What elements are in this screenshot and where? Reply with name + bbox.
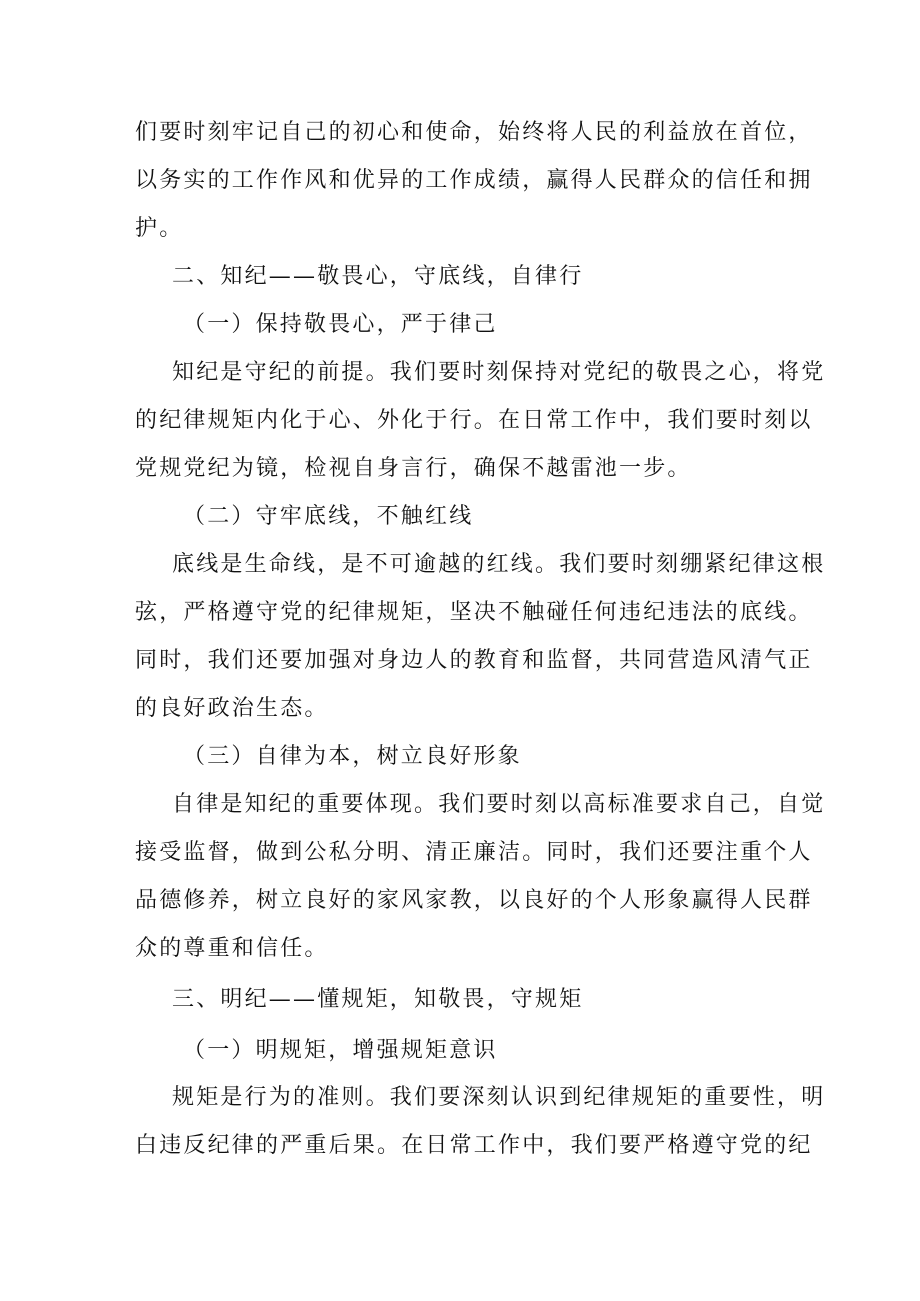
subsection-heading: （三）自律为本，树立良好形象 — [183, 744, 522, 769]
subsection-heading: （一）保持敬畏心，严于律己 — [183, 312, 498, 337]
text-line: 护。 — [135, 216, 184, 241]
text-line: 的良好政治生态。 — [135, 696, 329, 721]
text-line: 白违反纪律的严重后果。在日常工作中，我们要严格遵守党的纪 — [135, 1133, 813, 1158]
subsection-heading: （一）明规矩，增强规矩意识 — [183, 1038, 498, 1063]
text-line: 接受监督，做到公私分明、清正廉洁。同时，我们还要注重个人 — [135, 840, 813, 865]
text-line: 的纪律规矩内化于心、外化于行。在日常工作中，我们要时刻以 — [135, 408, 813, 433]
text-line: 规矩是行为的准则。我们要深刻认识到纪律规矩的重要性，明 — [172, 1085, 826, 1110]
subsection-heading: （二）守牢底线，不触红线 — [183, 504, 474, 529]
text-line: 底线是生命线，是不可逾越的红线。我们要时刻绷紧纪律这根 — [172, 552, 826, 577]
text-line: 以务实的工作作风和优异的工作成绩，赢得人民群众的信任和拥 — [135, 168, 813, 193]
section-heading: 三、明纪——懂规矩，知敬畏，守规矩 — [172, 987, 584, 1012]
section-heading: 二、知纪——敬畏心，守底线，自律行 — [172, 264, 584, 289]
text-line: 品德修养，树立良好的家风家教，以良好的个人形象赢得人民群 — [135, 888, 813, 913]
text-line: 们要时刻牢记自己的初心和使命，始终将人民的利益放在首位， — [135, 120, 813, 145]
text-line: 同时，我们还要加强对身边人的教育和监督，共同营造风清气正 — [135, 648, 813, 673]
text-line: 党规党纪为镜，检视自身言行，确保不越雷池一步。 — [135, 456, 692, 481]
text-line: 众的尊重和信任。 — [135, 936, 329, 961]
text-line: 自律是知纪的重要体现。我们要时刻以高标准要求自己，自觉 — [172, 792, 826, 817]
text-line: 知纪是守纪的前提。我们要时刻保持对党纪的敬畏之心，将党 — [172, 360, 826, 385]
text-line: 弦，严格遵守党的纪律规矩，坚决不触碰任何违纪违法的底线。 — [135, 600, 813, 625]
